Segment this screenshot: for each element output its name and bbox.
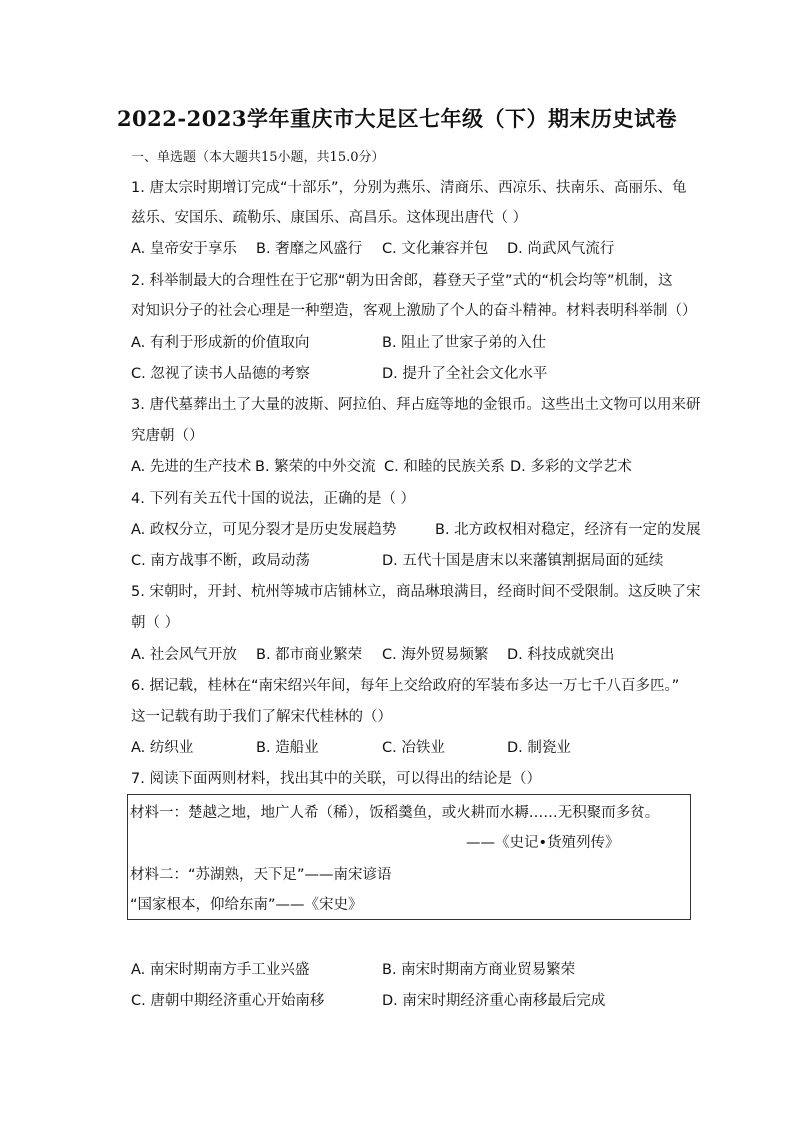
question-2-option-c: C. 忽视了读书人品德的考察 <box>131 366 310 382</box>
question-1-line-1: 1. 唐太宗时期增订完成“十部乐”，分别为燕乐、清商乐、西凉乐、扶南乐、高丽乐、龟 <box>131 180 687 196</box>
question-1-option-b: B. 奢靡之风盛行 <box>256 241 363 257</box>
question-6-line-1: 6. 据记载，桂林在“南宋绍兴年间，每年上交给政府的军装布多达一万七千八百多匹。” <box>131 678 680 694</box>
page-title: 2022-2023学年重庆市大足区七年级（下）期末历史试卷 <box>116 106 678 131</box>
question-6-option-d: D. 制瓷业 <box>507 740 571 756</box>
question-2-option-d: D. 提升了全社会文化水平 <box>382 366 548 382</box>
question-4-option-c: C. 南方战事不断，政局动荡 <box>131 553 310 569</box>
question-3-option-d: D. 多彩的文学艺术 <box>510 459 632 475</box>
question-7-option-b: B. 南宋时期南方商业贸易繁荣 <box>382 962 576 978</box>
question-4-line-1: 4. 下列有关五代十国的说法，正确的是（ ） <box>131 491 416 507</box>
material-1-text: 材料一：楚越之地，地广人希（稀），饭稻羹鱼，或火耕而水耨……无积聚而多贫。 <box>130 805 660 821</box>
question-3-option-a: A. 先进的生产技术 <box>131 459 252 475</box>
question-5-line-1: 5. 宋朝时，开封、杭州等城市店铺林立，商品琳琅满目，经商时间不受限制。这反映了宋 <box>131 584 701 600</box>
question-7-option-d: D. 南宋时期经济重心南移最后完成 <box>382 993 606 1009</box>
question-1-line-2: 兹乐、安国乐、疏勒乐、康国乐、高昌乐。这体现出唐代（ ） <box>131 210 528 226</box>
material-box <box>127 794 691 920</box>
question-1-option-a: A. 皇帝安于享乐 <box>131 241 237 257</box>
question-6-option-c: C. 冶铁业 <box>382 740 445 756</box>
question-2-option-a: A. 有利于形成新的价值取向 <box>131 335 310 351</box>
question-3-option-b: B. 繁荣的中外交流 <box>255 459 376 475</box>
question-4-option-b: B. 北方政权相对稳定，经济有一定的发展 <box>435 522 701 538</box>
question-6-option-a: A. 纺织业 <box>131 740 194 756</box>
material-3-text: “国家根本，仰给东南”——《宋史》 <box>130 897 363 913</box>
material-1-source: ——《史记•货殖列传》 <box>466 835 620 851</box>
question-2-line-1: 2. 科举制最大的合理性在于它那“朝为田舍郎，暮登天子堂”式的“机会均等”机制，这 <box>131 273 673 289</box>
question-3-option-c: C. 和睦的民族关系 <box>384 459 505 475</box>
question-5-line-2: 朝（ ） <box>131 615 180 631</box>
question-7-line-1: 7. 阅读下面两则材料，找出其中的关联，可以得出的结论是（） <box>131 771 541 787</box>
question-5-option-b: B. 都市商业繁荣 <box>256 647 363 663</box>
question-3-line-1: 3. 唐代墓葬出土了大量的波斯、阿拉伯、拜占庭等地的金银币。这些出土文物可以用来研 <box>131 397 701 413</box>
question-1-option-d: D. 尚武风气流行 <box>507 241 615 257</box>
question-4-option-d: D. 五代十国是唐末以来藩镇割据局面的延续 <box>382 553 664 569</box>
question-6-line-2: 这一记载有助于我们了解宋代桂林的（） <box>131 709 392 725</box>
question-6-option-b: B. 造船业 <box>256 740 319 756</box>
question-5-option-c: C. 海外贸易频繁 <box>382 647 489 663</box>
material-2-text: 材料二：“苏湖熟，天下足”——南宋谚语 <box>130 867 392 883</box>
question-4-option-a: A. 政权分立，可见分裂才是历史发展趋势 <box>131 522 397 538</box>
question-7-option-c: C. 唐朝中期经济重心开始南移 <box>131 993 325 1009</box>
question-7-option-a: A. 南宋时期南方手工业兴盛 <box>131 962 310 978</box>
section-heading: 一、单选题（本大题共15小题，共15.0分） <box>131 150 385 165</box>
question-2-line-2: 对知识分子的社会心理是一种塑造，客观上激励了个人的奋斗精神。材料表明科举制（） <box>131 303 697 319</box>
question-5-option-d: D. 科技成就突出 <box>507 647 615 663</box>
question-2-option-b: B. 阻止了世家子弟的入仕 <box>382 335 547 351</box>
question-3-line-2: 究唐朝（） <box>131 428 204 444</box>
question-5-option-a: A. 社会风气开放 <box>131 647 237 663</box>
question-1-option-c: C. 文化兼容并包 <box>382 241 489 257</box>
